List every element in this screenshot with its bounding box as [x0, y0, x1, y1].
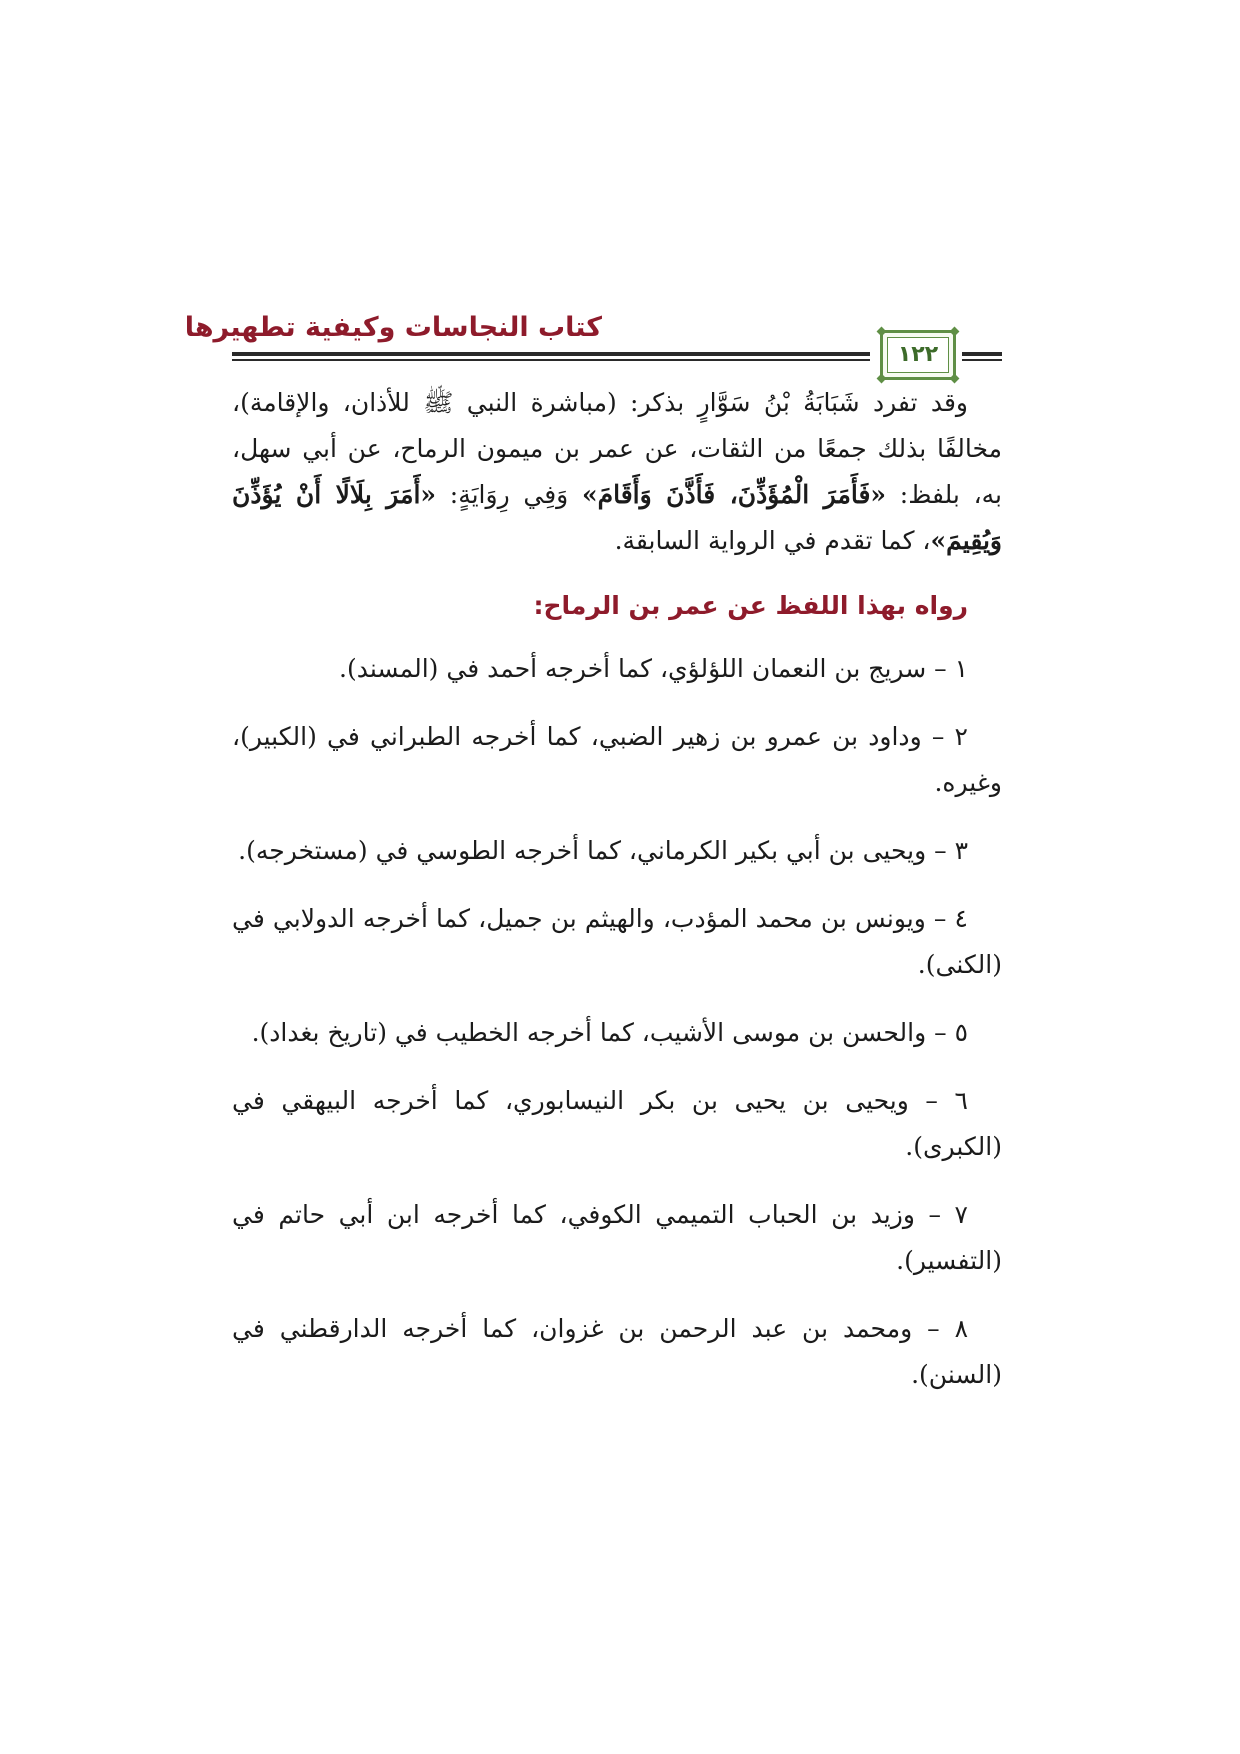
list-item: ٢ – وداود بن عمرو بن زهير الضبي، كما أخرجه الطبراني في (الكبير)، وغيره.: [232, 722, 1002, 797]
item-number: ٥: [954, 1018, 968, 1047]
item-text: وزيد بن الحباب التميمي الكوفي، كما أخرجه ابن أبي حاتم في (التفسير).: [232, 1200, 1002, 1275]
hadith-quote: «أَمَرَ بِلَالًا أَنْ يُؤَذِّنَ وَيُقِيمَ»: [232, 480, 1002, 555]
intro-paragraph: [232, 380, 1002, 564]
running-title: كتاب النجاسات وكيفية تطهيرها: [184, 312, 602, 343]
list-item: ١ – سريج بن النعمان اللؤلؤي، كما أخرجه أحمد في (المسند).: [339, 654, 968, 683]
item-text: ومحمد بن عبد الرحمن بن غزوان، كما أخرجه الدارقطني في (السنن).: [232, 1314, 1002, 1389]
item-number: ١: [954, 654, 968, 683]
intro-text: وَفِي رِوَايَةٍ:: [436, 480, 582, 509]
item-number: ٨: [954, 1314, 968, 1343]
header-rule-thick: [232, 352, 870, 356]
list-item: ٣ – ويحيى بن أبي بكير الكرماني، كما أخرجه الطوسي في (مستخرجه).: [238, 836, 968, 865]
item-text: ويونس بن محمد المؤدب، والهيثم بن جميل، كما أخرجه الدولابي في (الكنى).: [232, 904, 1002, 979]
item-text: وداود بن عمرو بن زهير الضبي، كما أخرجه الطبراني في (الكبير)، وغيره.: [232, 722, 1002, 797]
page-body: [232, 380, 1002, 1420]
hadith-quote: «فَأَمَرَ الْمُؤَذِّنَ، فَأَذَّنَ وَأَقَامَ»: [581, 480, 887, 509]
item-number: ٧: [954, 1200, 968, 1229]
item-number: ٣: [954, 836, 968, 865]
page-number-badge: [880, 330, 956, 380]
item-text: ويحيى بن يحيى بن بكر النيسابوري، كما أخرجه البيهقي في (الكبرى).: [232, 1086, 1002, 1161]
item-text: والحسن بن موسى الأشيب، كما أخرجه الخطيب في (تاريخ بغداد).: [251, 1018, 927, 1047]
list-item: ٦ – ويحيى بن يحيى بن بكر النيسابوري، كما أخرجه البيهقي في (الكبرى).: [232, 1086, 1002, 1161]
item-number: ٢: [954, 722, 968, 751]
page-number: ١٢٢: [897, 342, 939, 367]
header-rule-thick: [962, 352, 1002, 356]
item-text: ويحيى بن أبي بكير الكرماني، كما أخرجه الطوسي في (مستخرجه).: [238, 836, 927, 865]
list-item: ٤ – ويونس بن محمد المؤدب، والهيثم بن جميل، كما أخرجه الدولابي في (الكنى).: [232, 904, 1002, 979]
intro-text: ، كما تقدم في الرواية السابقة.: [614, 526, 931, 555]
list-item: ٨ – ومحمد بن عبد الرحمن بن غزوان، كما أخرجه الدارقطني في (السنن).: [232, 1314, 1002, 1389]
list-item: ٧ – وزيد بن الحباب التميمي الكوفي، كما أخرجه ابن أبي حاتم في (التفسير).: [232, 1200, 1002, 1275]
item-number: ٦: [954, 1086, 968, 1115]
item-number: ٤: [954, 904, 968, 933]
item-text: سريج بن النعمان اللؤلؤي، كما أخرجه أحمد في (المسند).: [339, 654, 927, 683]
list-item: ٥ – والحسن بن موسى الأشيب، كما أخرجه الخطيب في (تاريخ بغداد).: [251, 1018, 968, 1047]
intro-text: وقد تفرد شَبَابَةُ بْنُ سَوَّارٍ بذكر: (مباشرة النبي ﷺ للأذان، والإقامة)، مخالفًا بذلك جمعًا من الثقات، عن عمر بن ميمون الرماح، عن أبي سهل، به، بلفظ:: [232, 388, 1002, 509]
header-rule-thin: [962, 359, 1002, 361]
header-rule-thin: [232, 359, 870, 361]
section-heading: رواه بهذا اللفظ عن عمر بن الرماح:: [533, 591, 968, 620]
